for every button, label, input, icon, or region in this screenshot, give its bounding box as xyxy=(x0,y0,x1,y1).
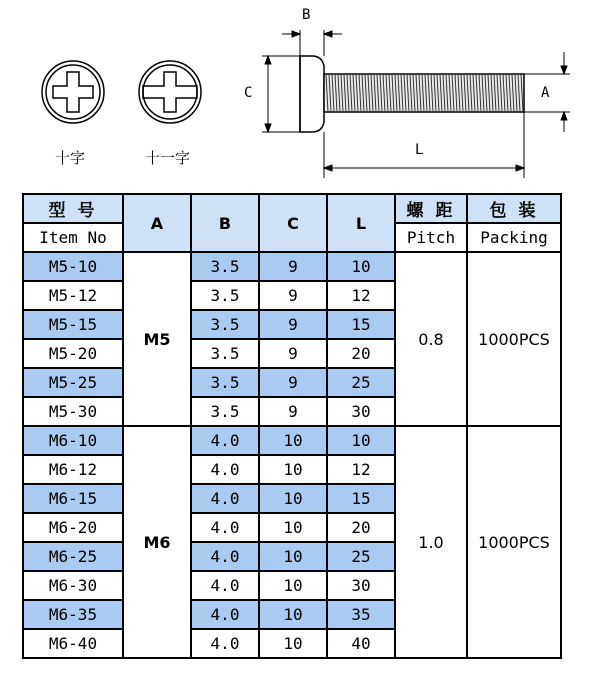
header-b: B xyxy=(191,194,259,252)
c-cell: 10 xyxy=(259,455,327,484)
item-no-cell: M6-20 xyxy=(23,513,123,542)
item-no-cell: M5-15 xyxy=(23,310,123,339)
b-cell: 4.0 xyxy=(191,542,259,571)
table-row xyxy=(23,426,561,455)
dim-l-label: L xyxy=(415,142,424,158)
b-cell: 3.5 xyxy=(191,397,259,426)
header-l: L xyxy=(327,194,395,252)
l-cell: 20 xyxy=(327,513,395,542)
spec-table xyxy=(22,193,562,659)
l-cell: 12 xyxy=(327,455,395,484)
b-cell: 3.5 xyxy=(191,252,259,281)
b-cell: 3.5 xyxy=(191,281,259,310)
dimension-l xyxy=(324,112,524,178)
caption-cross: 十字 xyxy=(55,149,86,167)
dim-c-label: C xyxy=(244,85,253,101)
l-cell: 12 xyxy=(327,281,395,310)
header-c: C xyxy=(259,194,327,252)
b-cell: 4.0 xyxy=(191,484,259,513)
c-cell: 10 xyxy=(259,513,327,542)
l-cell: 10 xyxy=(327,426,395,455)
item-no-cell: M5-10 xyxy=(23,252,123,281)
c-cell: 10 xyxy=(259,484,327,513)
b-cell: 4.0 xyxy=(191,629,259,658)
b-cell: 4.0 xyxy=(191,571,259,600)
c-cell: 10 xyxy=(259,600,327,629)
header-pitch-cn: 螺 距 xyxy=(395,194,467,223)
packing-cell: 1000PCS xyxy=(467,252,561,426)
pitch-cell: 1.0 xyxy=(395,426,467,658)
c-cell: 9 xyxy=(259,281,327,310)
b-cell: 3.5 xyxy=(191,310,259,339)
screw-side-view xyxy=(300,56,524,132)
c-cell: 10 xyxy=(259,426,327,455)
c-cell: 9 xyxy=(259,252,327,281)
cross-recess-head-icon xyxy=(42,61,104,123)
item-no-cell: M6-40 xyxy=(23,629,123,658)
item-no-cell: M6-10 xyxy=(23,426,123,455)
b-cell: 4.0 xyxy=(191,455,259,484)
header-pack-en: Packing xyxy=(467,223,561,252)
c-cell: 9 xyxy=(259,368,327,397)
item-no-cell: M5-25 xyxy=(23,368,123,397)
l-cell: 30 xyxy=(327,397,395,426)
l-cell: 30 xyxy=(327,571,395,600)
l-cell: 10 xyxy=(327,252,395,281)
header-model-cn: 型 号 xyxy=(23,194,123,223)
l-cell: 35 xyxy=(327,600,395,629)
item-no-cell: M6-25 xyxy=(23,542,123,571)
c-cell: 10 xyxy=(259,571,327,600)
l-cell: 15 xyxy=(327,310,395,339)
item-no-cell: M5-20 xyxy=(23,339,123,368)
thread-size-cell: M5 xyxy=(123,252,191,426)
l-cell: 25 xyxy=(327,542,395,571)
item-no-cell: M6-30 xyxy=(23,571,123,600)
c-cell: 10 xyxy=(259,629,327,658)
l-cell: 40 xyxy=(327,629,395,658)
table-row xyxy=(23,252,561,281)
dim-b-label: B xyxy=(302,7,311,23)
b-cell: 3.5 xyxy=(191,368,259,397)
header-model-en: Item No xyxy=(23,223,123,252)
dimension-b xyxy=(282,30,342,56)
packing-cell: 1000PCS xyxy=(467,426,561,658)
c-cell: 9 xyxy=(259,397,327,426)
dimension-c xyxy=(262,56,300,132)
cross-slot-head-icon xyxy=(139,61,201,123)
b-cell: 4.0 xyxy=(191,600,259,629)
item-no-cell: M6-15 xyxy=(23,484,123,513)
c-cell: 9 xyxy=(259,339,327,368)
b-cell: 3.5 xyxy=(191,339,259,368)
header-a: A xyxy=(123,194,191,252)
b-cell: 4.0 xyxy=(191,426,259,455)
item-no-cell: M6-12 xyxy=(23,455,123,484)
l-cell: 25 xyxy=(327,368,395,397)
c-cell: 9 xyxy=(259,310,327,339)
item-no-cell: M5-12 xyxy=(23,281,123,310)
caption-cross-slot: 十一字 xyxy=(145,149,191,167)
l-cell: 15 xyxy=(327,484,395,513)
pitch-cell: 0.8 xyxy=(395,252,467,426)
l-cell: 20 xyxy=(327,339,395,368)
item-no-cell: M6-35 xyxy=(23,600,123,629)
header-pack-cn: 包 装 xyxy=(467,194,561,223)
header-pitch-en: Pitch xyxy=(395,223,467,252)
c-cell: 10 xyxy=(259,542,327,571)
item-no-cell: M5-30 xyxy=(23,397,123,426)
screw-drawing xyxy=(0,0,608,190)
dim-a-label: A xyxy=(541,85,550,101)
thread-size-cell: M6 xyxy=(123,426,191,658)
b-cell: 4.0 xyxy=(191,513,259,542)
